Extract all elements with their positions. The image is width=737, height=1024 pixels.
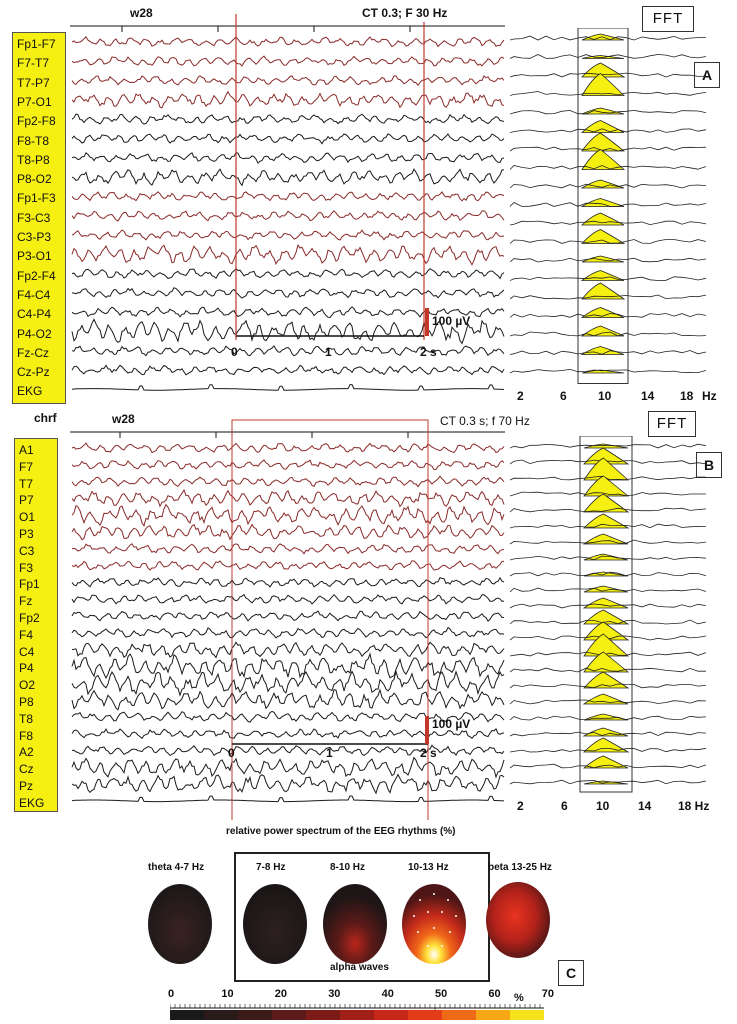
channel-label-fp2-f8: Fp2-F8 <box>17 114 56 129</box>
channel-label-f7: F7 <box>19 459 34 474</box>
map-label-beta: beta 13-25 Hz <box>488 862 552 873</box>
eeg-trace-p7 <box>72 490 504 507</box>
channel-label-t8-p8: T8-P8 <box>17 152 50 167</box>
fft-peak-10 <box>584 598 628 608</box>
scale-tick-70: 70 <box>541 988 555 1000</box>
electrode-dot <box>413 915 415 917</box>
channel-label-f3: F3 <box>19 560 34 575</box>
scale-segment-3 <box>272 1010 306 1020</box>
channel-label-fz: Fz <box>19 594 33 609</box>
eeg-trace-cz-pz <box>72 365 504 375</box>
channel-label-o1: O1 <box>19 510 36 525</box>
fft-peak-11 <box>582 230 624 244</box>
eeg-trace-p8-o2 <box>72 169 504 185</box>
eeg-trace-f8-t8 <box>72 134 504 144</box>
fft-peak-10 <box>582 213 624 225</box>
scale-tick-0: 0 <box>168 988 175 1000</box>
channel-label-fp1: Fp1 <box>19 577 40 592</box>
channel-label-t7: T7 <box>19 476 34 491</box>
electrode-dot <box>449 931 451 933</box>
eeg-trace-pz <box>72 775 504 794</box>
eeg-trace-ekg <box>72 385 504 391</box>
panel-a-fft-spectra <box>510 28 716 388</box>
topomap-alpha-7-8 <box>243 884 307 964</box>
channel-label-t7-p7: T7-P7 <box>17 75 50 90</box>
electrode-dot <box>417 931 419 933</box>
eeg-trace-ekg <box>72 796 504 802</box>
eeg-trace-c4 <box>72 642 504 657</box>
eeg-trace-f4 <box>72 628 504 638</box>
color-scale-bar <box>170 1004 550 1022</box>
scale-segment-6 <box>374 1010 408 1020</box>
electrode-dot <box>419 899 421 901</box>
channel-label-p7-o1: P7-O1 <box>17 94 52 109</box>
eeg-trace-p7-o1 <box>72 92 504 108</box>
channel-label-p4: P4 <box>19 661 34 676</box>
scale-segment-9 <box>476 1010 510 1020</box>
eeg-trace-p4 <box>72 654 504 678</box>
eeg-trace-p8 <box>72 690 504 710</box>
scale-segment-8 <box>442 1010 476 1020</box>
panel-a-time-tick-2: 2 s <box>420 345 437 359</box>
eeg-trace-c3-p3 <box>72 230 504 240</box>
channel-label-a1: A1 <box>19 443 34 457</box>
channel-label-p7: P7 <box>19 493 34 508</box>
eeg-trace-fp1 <box>72 578 504 587</box>
eeg-trace-f7 <box>72 460 504 470</box>
channel-label-p8: P8 <box>19 695 34 709</box>
panel-b-freq-tick-14: 14 <box>638 799 652 813</box>
fft-peak-7 <box>582 150 624 170</box>
eeg-trace-cz <box>72 758 504 777</box>
channel-label-p3: P3 <box>19 527 34 541</box>
scale-segment-5 <box>340 1010 374 1020</box>
fft-peak-16 <box>584 694 628 704</box>
eeg-trace-f3-c3 <box>72 211 504 221</box>
scale-tick-40: 40 <box>381 988 394 1000</box>
map-label-8-10: 8-10 Hz <box>330 862 366 873</box>
eeg-trace-fp1-f3 <box>72 192 504 201</box>
channel-label-p3-o1: P3-O1 <box>17 249 52 264</box>
scale-tick-50: 50 <box>435 988 448 1000</box>
panel-c-badge: C <box>558 960 584 986</box>
panel-b-fft-spectra <box>510 436 716 796</box>
fft-peak-17 <box>582 347 624 355</box>
panel-b-time-tick-1: 1 <box>326 746 333 760</box>
panel-a-amplitude-scale: 100 µV <box>432 314 471 328</box>
eeg-trace-fz-cz <box>72 346 504 356</box>
eeg-trace-fp1-f7 <box>72 37 504 47</box>
topomap-theta <box>148 884 212 964</box>
scale-tick-30: 30 <box>328 988 341 1000</box>
eeg-trace-fp2 <box>72 611 504 621</box>
map-label-theta: theta 4-7 Hz <box>148 862 205 873</box>
channel-label-fz-cz: Fz-Cz <box>17 345 49 360</box>
eeg-trace-fz <box>72 595 504 604</box>
eeg-trace-f4-c4 <box>72 288 504 298</box>
eeg-trace-a2 <box>72 745 504 755</box>
panel-b-montage: chrf <box>34 411 57 425</box>
panel-a-freq-tick-2: 2 <box>517 389 524 403</box>
panel-a-time-marker: w28 <box>130 6 153 20</box>
scale-unit: % <box>514 992 524 1004</box>
channel-label-fp1-f7: Fp1-F7 <box>17 37 56 51</box>
electrode-dot <box>441 945 443 947</box>
fft-peak-6 <box>582 133 624 151</box>
topomap-alpha-8-10 <box>323 884 387 964</box>
panel-a-freq-tick-18: 18 <box>680 389 694 403</box>
power-topomaps <box>0 870 737 970</box>
channel-label-c4-p4: C4-P4 <box>17 307 52 322</box>
panel-a-time-tick-0: 0 <box>231 345 238 359</box>
channel-label-p8-o2: P8-O2 <box>17 172 52 187</box>
electrode-dot <box>433 927 435 929</box>
panel-b-freq-tick-2: 2 <box>517 799 524 813</box>
electrode-dot <box>455 915 457 917</box>
panel-b-time-tick-2: 2 s <box>420 746 437 760</box>
channel-label-c4: C4 <box>19 644 35 659</box>
channel-label-ekg: EKG <box>19 795 45 810</box>
electrode-dot <box>441 911 443 913</box>
channel-label-cz: Cz <box>19 762 34 777</box>
channel-label-t8: T8 <box>19 711 34 726</box>
panel-b-amp-scale-bar <box>425 716 429 744</box>
panel-b-freq-tick-10: 10 <box>596 799 610 813</box>
panel-b-time-marker: w28 <box>112 412 135 426</box>
eeg-trace-p3-o1 <box>72 245 504 265</box>
eeg-trace-c3 <box>72 544 504 554</box>
scale-segment-7 <box>408 1010 442 1020</box>
eeg-trace-p3 <box>72 525 504 540</box>
panel-b-amplitude-scale: 100 µV <box>432 717 471 731</box>
channel-label-c3-p3: C3-P3 <box>17 230 52 244</box>
eeg-trace-fp2-f4 <box>72 269 504 279</box>
channel-label-fp2: Fp2 <box>19 611 40 625</box>
eeg-trace-a1 <box>72 443 504 453</box>
scale-tick-60: 60 <box>488 988 501 1000</box>
panel-a-time-tick-1: 1 <box>325 345 332 359</box>
scale-segment-2 <box>238 1010 272 1020</box>
channel-label-pz: Pz <box>19 779 34 793</box>
electrode-dot <box>427 945 429 947</box>
scale-segment-10 <box>510 1010 544 1020</box>
electrode-dot <box>427 911 429 913</box>
channel-label-p4-o2: P4-O2 <box>17 326 52 341</box>
channel-label-ekg: EKG <box>17 384 43 399</box>
channel-label-f7-t7: F7-T7 <box>17 56 50 71</box>
eeg-trace-t8-p8 <box>72 153 504 164</box>
channel-label-o2: O2 <box>19 678 36 693</box>
panel-b-freq-tick-6: 6 <box>561 799 568 813</box>
topomap-alpha-10-13 <box>402 884 466 964</box>
fft-peak-9 <box>584 586 628 592</box>
channel-label-f3-c3: F3-C3 <box>17 210 51 225</box>
channel-label-f4-c4: F4-C4 <box>17 287 51 302</box>
scale-segment-1 <box>204 1010 238 1020</box>
eeg-trace-t7 <box>72 476 504 486</box>
panel-a-badge: A <box>694 62 720 88</box>
eeg-trace-f3 <box>72 561 504 570</box>
fft-peak-9 <box>582 199 624 207</box>
panel-a-settings: CT 0.3; F 30 Hz <box>362 6 448 20</box>
panel-b-freq-tick-18: 18 Hz <box>678 799 710 813</box>
electrode-dot <box>447 899 449 901</box>
fft-peak-4 <box>584 494 628 512</box>
channel-label-f8: F8 <box>19 728 34 743</box>
panel-a-amp-scale-bar <box>425 308 429 336</box>
channel-label-fp1-f3: Fp1-F3 <box>17 191 56 206</box>
panel-a-freq-unit: Hz <box>702 389 717 403</box>
panel-b-badge: B <box>696 452 722 478</box>
panel-a-freq-tick-10: 10 <box>598 389 612 403</box>
alpha-waves-label: alpha waves <box>330 962 389 973</box>
scale-tick-10: 10 <box>221 988 234 1000</box>
map-label-7-8: 7-8 Hz <box>256 862 286 873</box>
panel-c-title: relative power spectrum of the EEG rhythms (%) <box>226 826 456 837</box>
panel-b-fft-title: FFT <box>648 411 696 437</box>
panel-a-freq-tick-6: 6 <box>560 389 567 403</box>
panel-a-freq-tick-14: 14 <box>641 389 655 403</box>
eeg-trace-f7-t7 <box>72 56 504 66</box>
scale-tick-20: 20 <box>274 988 288 1000</box>
channel-label-f4: F4 <box>19 627 34 642</box>
channel-label-a2: A2 <box>19 745 34 760</box>
channel-label-fp2-f4: Fp2-F4 <box>17 268 56 283</box>
eeg-trace-o1 <box>72 505 504 526</box>
eeg-trace-t7-p7 <box>72 76 504 86</box>
scale-segment-4 <box>306 1010 340 1020</box>
channel-label-cz-pz: Cz-Pz <box>17 365 50 380</box>
map-label-10-13: 10-13 Hz <box>408 862 449 873</box>
channel-label-c3: C3 <box>19 543 35 558</box>
panel-a-fft-title: FFT <box>642 6 694 32</box>
electrode-dot <box>433 893 435 895</box>
scale-segment-0 <box>170 1010 204 1020</box>
panel-b-time-tick-0: 0 <box>228 746 235 760</box>
panel-b-settings: CT 0.3 s; f 70 Hz <box>440 414 530 428</box>
fft-peak-1 <box>582 56 624 59</box>
topomap-beta <box>486 882 550 958</box>
channel-label-f8-t8: F8-T8 <box>17 133 50 148</box>
eeg-trace-fp2-f8 <box>72 114 504 124</box>
